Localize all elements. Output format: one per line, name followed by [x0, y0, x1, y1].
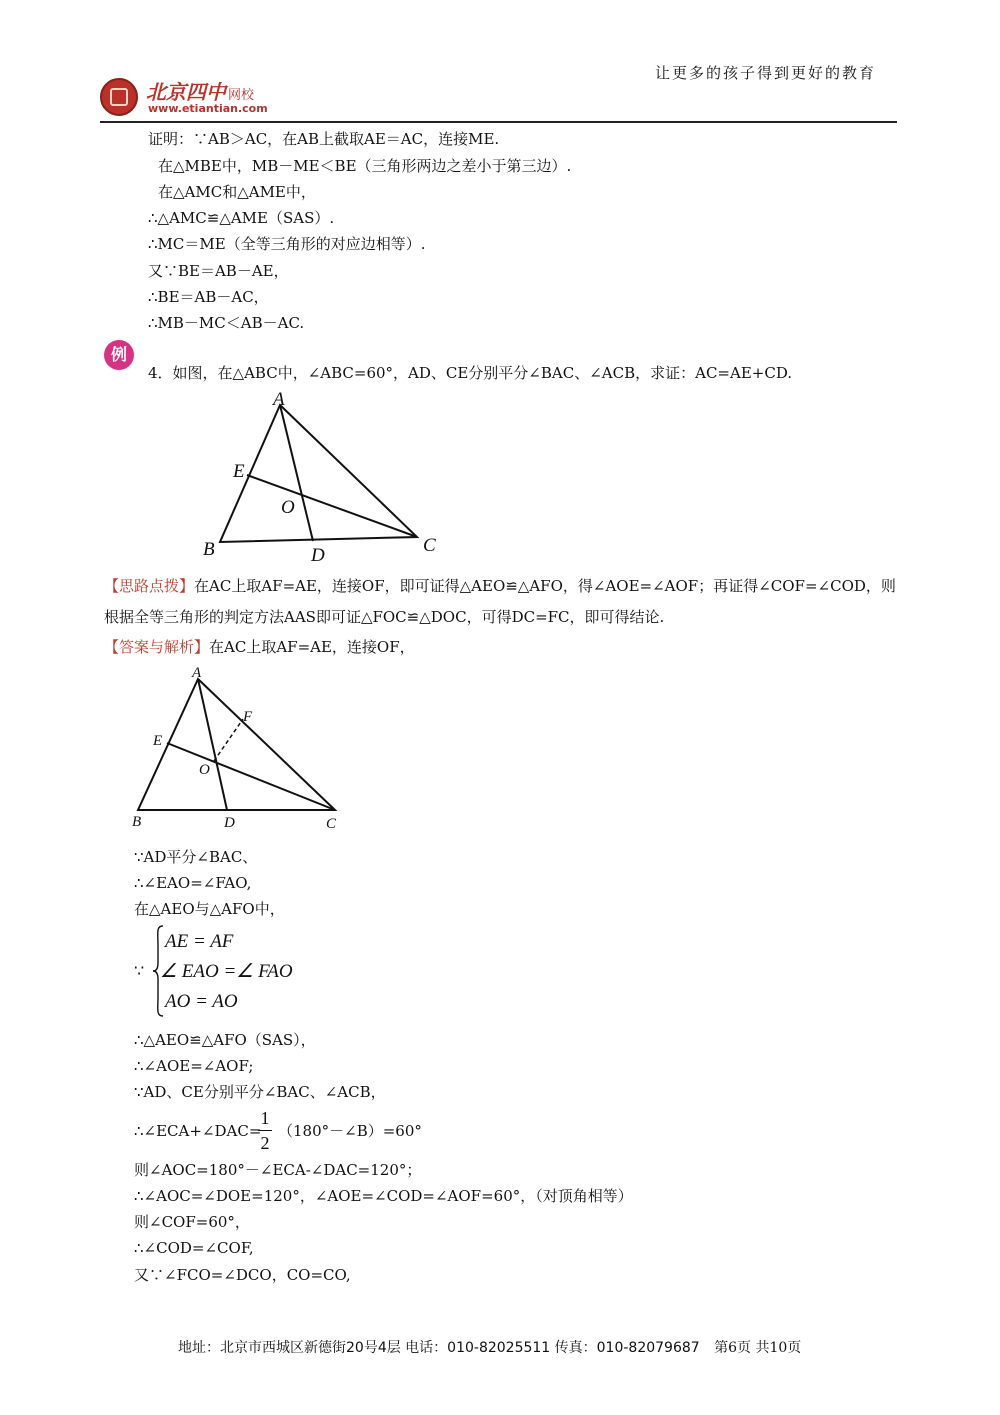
because-symbol: ∵	[134, 961, 145, 980]
solution-line: ∴∠EAO=∠FAO,	[134, 874, 252, 892]
page-number: 第6页 共10页	[714, 1340, 802, 1356]
fraction-one-half	[258, 1107, 272, 1154]
logo-name: 北京四中 网校	[146, 80, 255, 104]
hint-tag: 【思路点拨】	[104, 577, 195, 595]
label-c: C	[326, 816, 337, 832]
solution-line: ∴∠AOC=∠DOE=120°，∠AOE=∠COD=∠AOF=60°，（对顶角相等）	[134, 1187, 633, 1205]
solution-line-prefix: ∴∠ECA+∠DAC=	[134, 1122, 262, 1140]
triangle-abc	[220, 405, 417, 542]
solution-line: 则∠COF=60°，	[134, 1213, 250, 1231]
logo	[100, 76, 300, 120]
proof-line: 证明：∵AB＞AC，在AB上截取AE＝AC，连接ME.	[148, 130, 500, 148]
label-e: E	[233, 461, 245, 482]
solution-line: ∴∠AOE=∠AOF;	[134, 1057, 254, 1075]
label-b: B	[203, 539, 215, 560]
label-a: A	[192, 665, 202, 681]
solution-line: ∵AD、CE分别平分∠BAC、∠ACB，	[134, 1083, 386, 1101]
segment-of-dashed	[214, 719, 243, 761]
proof-line: 在△AMC和△AME中，	[158, 183, 316, 201]
segment-ce	[167, 743, 335, 810]
footer-address: 地址：北京市西城区新德街20号4层 电话：010-82025511 传真：010-82079687	[178, 1340, 700, 1356]
label-a: A	[273, 389, 285, 410]
header-divider	[100, 121, 897, 123]
label-e: E	[153, 733, 163, 749]
segment-ad	[198, 679, 227, 810]
hint-line: 根据全等三角形的判定方法AAS即可证△FOC≌△DOC，可得DC=FC，即可得结论.	[104, 608, 665, 626]
answer-intro: 【答案与解析】在AC上取AF=AE，连接OF，	[104, 638, 415, 656]
proof-line: ∴MB－MC＜AB－AC.	[148, 314, 305, 332]
proof-line: 在△MBE中，MB－ME＜BE（三角形两边之差小于第三边）.	[158, 157, 572, 175]
label-b: B	[132, 814, 142, 830]
solution-line: 又∵∠FCO=∠DCO，CO=CO,	[134, 1266, 351, 1284]
solution-line: 则∠AOC=180°－∠ECA-∠DAC=120°；	[134, 1161, 422, 1179]
label-d: D	[224, 815, 235, 831]
header-slogan: 让更多的孩子得到更好的教育	[655, 64, 877, 82]
label-d: D	[311, 545, 325, 566]
label-c: C	[423, 535, 436, 556]
logo-url: www.etiantian.com	[148, 102, 268, 115]
condition-1: AE = AF	[165, 931, 234, 952]
label-o: O	[199, 762, 210, 778]
segment-ce	[247, 475, 417, 537]
solution-line-suffix: （180°－∠B）=60°	[278, 1122, 422, 1140]
example-badge-icon: 例	[104, 340, 134, 370]
condition-3: AO = AO	[165, 991, 238, 1012]
solution-line: ∴∠COD=∠COF,	[134, 1239, 254, 1257]
hint-line: 【思路点拨】在AC上取AF=AE，连接OF，即可证得△AEO≌△AFO，得∠AOE=∠AOF；再证得∠COF=∠COD，则	[104, 577, 896, 595]
logo-emblem-icon	[100, 78, 138, 116]
solution-line: ∴△AEO≌△AFO（SAS），	[134, 1031, 316, 1049]
answer-tag: 【答案与解析】	[104, 638, 210, 656]
fraction-denominator: 2	[260, 1133, 270, 1153]
proof-line: ∴BE＝AB－AC，	[148, 288, 269, 306]
proof-line: ∴△AMC≌△AME（SAS）.	[148, 209, 335, 227]
fraction-numerator: 1	[260, 1108, 270, 1128]
proof-line: ∴MC＝ME（全等三角形的对应边相等）.	[148, 235, 426, 253]
condition-2: ∠ EAO =∠ FAO	[160, 961, 293, 982]
figure-triangle-2	[125, 662, 355, 842]
triangle-abc	[138, 679, 335, 810]
solution-line: 在△AEO与△AFO中，	[134, 900, 285, 918]
problem-statement: 4．如图，在△ABC中，∠ABC=60°，AD、CE分别平分∠BAC、∠ACB，求证：AC=AE+CD.	[148, 364, 793, 382]
segment-ad	[280, 405, 313, 541]
figure-triangle-1	[195, 385, 455, 570]
label-f: F	[243, 709, 253, 725]
label-o: O	[281, 497, 295, 518]
solution-line: ∵AD平分∠BAC、	[134, 848, 258, 866]
proof-line: 又∵BE＝AB－AE，	[148, 262, 289, 280]
footer	[178, 1337, 801, 1357]
